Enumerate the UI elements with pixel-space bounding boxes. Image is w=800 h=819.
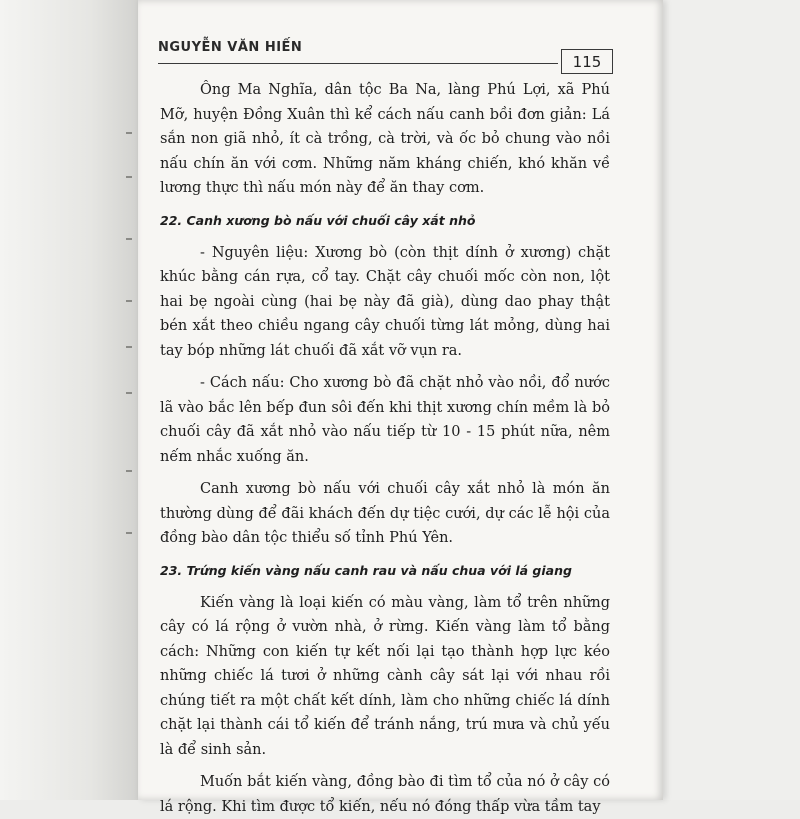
background-surface [663,0,800,800]
page-content [160,78,610,819]
paragraph-canh-xuong: Canh xương bò nấu với chuối cây xắt nhỏ là món ăn thường dùng để đãi khách đến dự tiệc cưới, dự các lễ hội của đồng bào dân tộc thiểu số tỉnh Phú Yên. [160,481,610,546]
paragraph-intro: Ông Ma Nghĩa, dân tộc Ba Na, làng Phú Lợi, xã Phú Mỡ, huyện Đồng Xuân thì kể cách nấu canh bồi đơn giản: Lá sắn non giã nhỏ, ít cà trồng, cà trời, và ốc bỏ chung vào nồi nấu chín ăn với cơm. Những năm kháng chiến, khó khăn về lương thực thì nấu món này để ăn thay cơm. [160,82,610,196]
section-heading-23: 23. Trứng kiến vàng nấu canh rau và nấu chua với lá giang [160,562,572,578]
header-rule [158,63,558,64]
previous-page-edge [122,0,138,800]
book-page [138,0,663,815]
paragraph-nguyen-lieu: - Nguyên liệu: Xương bò (còn thịt dính ở xương) chặt khúc bằng cán rựa, cổ tay. Chặt cây chuối mốc còn non, lột hai bẹ ngoài cùng (hai bẹ này đã già), dùng dao phay thật bén xắt theo chiều ngang cây chuối từng lát mỏng, dùng hai tay bóp những lát chuối đã xắt vỡ vụn ra. [160,244,610,359]
paragraph-muon-bat: Muốn bắt kiến vàng, đồng bào đi tìm tổ của nó ở cây có lá rộng. Khi tìm được tổ kiến, nếu nó đóng thấp vừa tầm tay [160,774,610,815]
paragraph-cach-nau: - Cách nấu: Cho xương bò đã chặt nhỏ vào nồi, đổ nước lã vào bắc lên bếp đun sôi đến khi thịt xương chín mềm là bỏ chuối cây đã xắt nhỏ vào nấu tiếp từ 10 - 15 phút nữa, nêm nếm nhắc xuống ăn. [160,375,610,465]
paragraph-kien-vang: Kiến vàng là loại kiến có màu vàng, làm tổ trên những cây có lá rộng ở vườn nhà, ở rừng. Kiến vàng làm tổ bằng cách: Những con kiến tự kết nối lại tạo thành hợp lực kéo những chiếc lá tươi ở những cành cây sát lại với nhau rồi chúng tiết ra một chất kết dính, làm cho những chiếc lá dính chặt lại thành cái tổ kiến để tránh nắng, trú mưa và chủ yếu là để sinh sản. [160,594,610,758]
section-heading-22: 22. Canh xương bò nấu với chuối cây xắt nhỏ [160,212,476,228]
running-header [158,38,636,74]
page-number: 115 [561,49,613,74]
author-name: NGUYỄN VĂN HIẾN [158,40,303,55]
